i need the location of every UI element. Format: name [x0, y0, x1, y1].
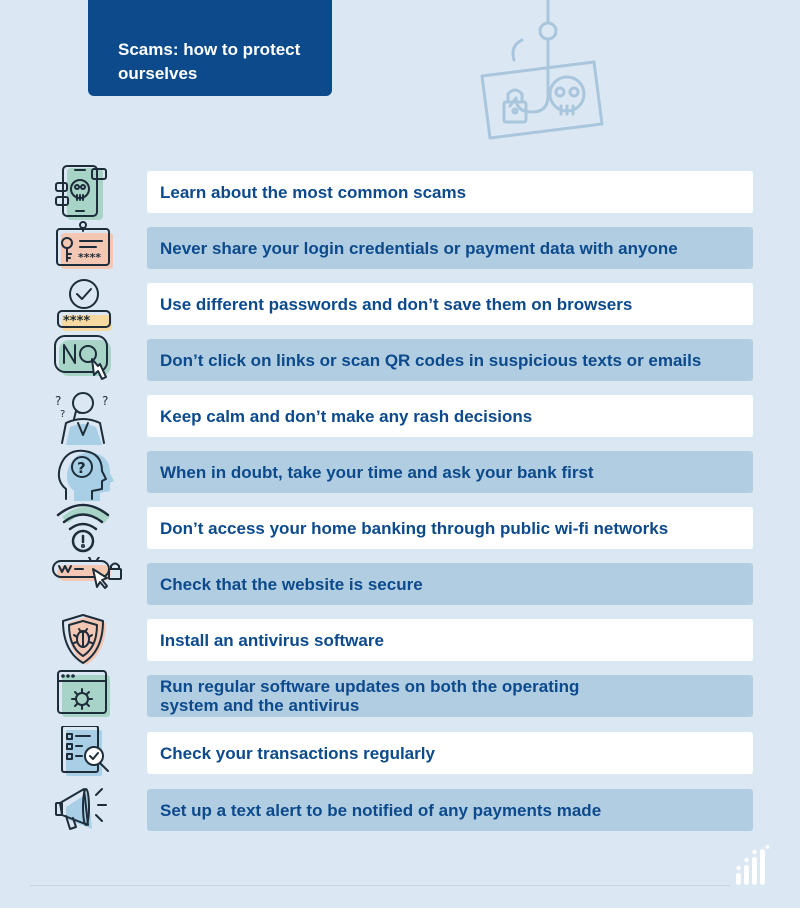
- title-line-2: ourselves: [118, 64, 198, 83]
- tip-row: [0, 451, 800, 495]
- tip-row: [0, 675, 800, 719]
- tip-text: Don’t click on links or scan QR codes in suspicious texts or emails: [147, 339, 753, 381]
- no-click-icon: [52, 333, 114, 389]
- tip-row: [0, 789, 800, 833]
- transactions-check-icon: [52, 726, 114, 782]
- software-update-icon: [52, 669, 114, 725]
- phone-skull-icon: [52, 165, 114, 221]
- tip-text: Keep calm and don’t make any rash decisions: [147, 395, 753, 437]
- svg-text:?: ?: [55, 394, 62, 408]
- tip-text-line-2: system and the antivirus: [160, 696, 360, 715]
- svg-text:****: ****: [63, 314, 91, 329]
- svg-text:?: ?: [60, 409, 66, 420]
- tip-text: Use different passwords and don’t save them on browsers: [147, 283, 753, 325]
- megaphone-alert-icon: [52, 783, 114, 839]
- tip-text: [147, 675, 753, 717]
- wifi-warning-icon: [52, 501, 114, 557]
- title-line-1: Scams: how to protect: [118, 40, 301, 59]
- head-question-icon: [52, 445, 114, 501]
- tip-text: Don’t access your home banking through public wi-fi networks: [147, 507, 753, 549]
- tip-row: [0, 171, 800, 215]
- tip-text: Check that the website is secure: [147, 563, 753, 605]
- tip-row: [0, 227, 800, 271]
- tip-row: [0, 619, 800, 663]
- tip-text-line-1: Run regular software updates on both the operating: [160, 677, 580, 696]
- tip-row: [0, 563, 800, 607]
- tip-text: Set up a text alert to be notified of any payments made: [147, 789, 753, 831]
- svg-text:****: ****: [78, 251, 102, 264]
- tip-row: [0, 339, 800, 383]
- tip-row: [0, 395, 800, 439]
- secure-website-icon: [44, 557, 124, 613]
- tip-text: Install an antivirus software: [147, 619, 753, 661]
- tip-text: When in doubt, take your time and ask your bank first: [147, 451, 753, 493]
- svg-text:?: ?: [77, 459, 86, 477]
- credential-card-key-icon: [52, 221, 114, 277]
- thinking-person-icon: [52, 389, 114, 445]
- tip-text: Never share your login credentials or payment data with anyone: [147, 227, 753, 269]
- tip-row: [0, 732, 800, 776]
- page-title: [88, 0, 332, 96]
- phishing-hook-illustration: [470, 0, 610, 145]
- antivirus-shield-icon: [52, 613, 114, 669]
- bar-chart-logo-icon: [734, 845, 774, 887]
- tip-row: [0, 507, 800, 551]
- footer-divider: [30, 885, 730, 886]
- tip-row: [0, 283, 800, 327]
- tip-text: Check your transactions regularly: [147, 732, 753, 774]
- tip-text: Learn about the most common scams: [147, 171, 753, 213]
- svg-text:?: ?: [102, 394, 109, 408]
- password-check-icon: [52, 277, 114, 333]
